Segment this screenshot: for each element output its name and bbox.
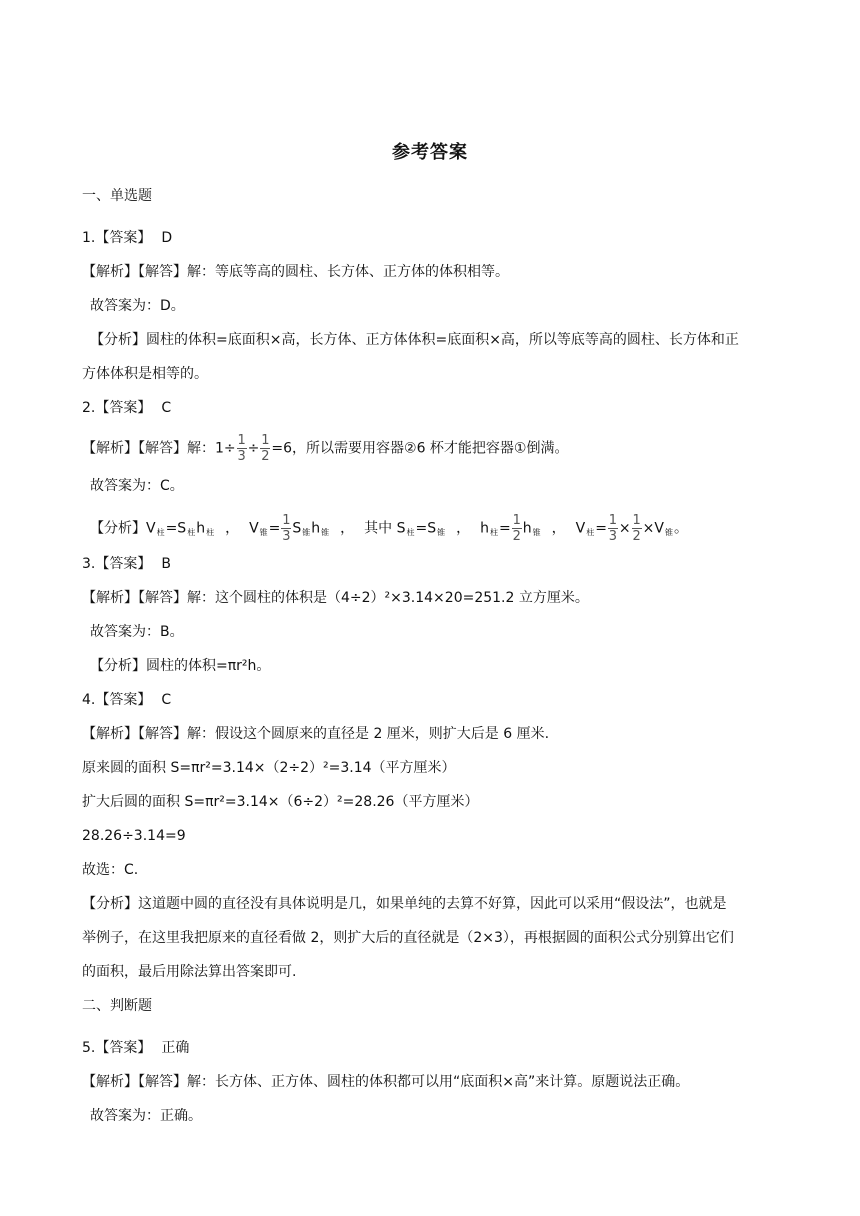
- q3-remark: 【分析】圆柱的体积=πr²h。: [90, 658, 271, 674]
- q2-remark-label: 【分析】V: [90, 520, 156, 537]
- subscript-cylinder: 柱: [490, 527, 498, 537]
- volume-v: V: [249, 520, 259, 537]
- fraction-numerator: 1: [261, 433, 270, 448]
- comma: ，: [340, 520, 355, 537]
- equals-sign: =: [268, 520, 281, 537]
- q2-conclusion: 故答案为：C。: [90, 478, 184, 494]
- q1-answer-line: [82, 228, 172, 248]
- q5-analysis: 【解析】【解答】解：长方体、正方体、圆柱的体积都可以用“底面积×高”来计算。原题说法正确。: [82, 1074, 690, 1090]
- page-title: 参考答案: [392, 142, 468, 163]
- q1-remark-line2: 方体体积是相等的。: [82, 366, 208, 382]
- fraction-one-third: [281, 514, 291, 543]
- subscript-cylinder: 柱: [206, 527, 215, 537]
- fraction-denominator: 2: [512, 529, 521, 544]
- height-h: h: [522, 520, 532, 537]
- subscript-cone: 锥: [532, 527, 541, 537]
- q4-enlarged-area: 扩大后圆的面积 S=πr²=3.14×（6÷2）²=28.26（平方厘米）: [82, 794, 479, 810]
- q2-head: 2.【答案】: [82, 400, 152, 416]
- subscript-cylinder: 柱: [187, 527, 196, 537]
- times-v: ×V: [642, 520, 664, 537]
- fraction-one-half: [512, 514, 522, 543]
- q3-conclusion: 故答案为：B。: [90, 624, 184, 640]
- height-h: h: [480, 520, 489, 537]
- q4-answer: C: [161, 692, 172, 708]
- fraction-denominator: 2: [632, 529, 641, 544]
- q4-head: 4.【答案】: [82, 692, 152, 708]
- subscript-cylinder: 柱: [406, 527, 415, 537]
- period: 。: [673, 520, 688, 537]
- fraction-one-third: [608, 514, 618, 543]
- section-true-false: 二、判断题: [82, 998, 152, 1014]
- q4-remark-line3: 的面积，最后用除法算出答案即可.: [82, 964, 297, 980]
- q4-answer-line: [82, 690, 171, 710]
- q2-remark: [90, 514, 688, 543]
- comma: ，: [551, 520, 566, 537]
- q1-remark-line1: 【分析】圆柱的体积=底面积×高，长方体、正方体体积=底面积×高，所以等底等高的圆柱、长方体和正: [90, 332, 739, 348]
- q4-original-area: 原来圆的面积 S=πr²=3.14×（2÷2）²=3.14（平方厘米）: [82, 760, 456, 776]
- q1-conclusion: 故答案为：D。: [90, 298, 185, 314]
- q3-answer: B: [161, 556, 171, 572]
- q5-answer-line: [82, 1038, 189, 1058]
- comma: ，: [225, 520, 240, 537]
- fraction-numerator: 1: [282, 513, 291, 528]
- fraction-one-half: [632, 514, 642, 543]
- subscript-cylinder: 柱: [586, 527, 595, 537]
- q2-analysis-post: =6，所以需要用容器②6 杯才能把容器①倒满。: [271, 440, 569, 457]
- q5-head: 5.【答案】: [82, 1040, 152, 1056]
- section-single-choice: 一、单选题: [82, 188, 152, 204]
- q1-analysis: 【解析】【解答】解：等底等高的圆柱、长方体、正方体的体积相等。: [82, 264, 509, 280]
- q4-ratio: 28.26÷3.14=9: [82, 828, 186, 844]
- q4-remark-line2: 举例子，在这里我把原来的直径看做 2，则扩大后的直径就是（2×3），再根据圆的面积公式分别算出它们: [82, 930, 734, 946]
- q5-conclusion: 故答案为：正确。: [90, 1108, 202, 1124]
- subscript-cone: 锥: [259, 527, 268, 537]
- fraction-denominator: 2: [261, 449, 270, 464]
- subscript-cylinder: 柱: [156, 527, 165, 537]
- equals-s: =S: [415, 520, 437, 537]
- fraction-numerator: 1: [237, 433, 246, 448]
- q3-head: 3.【答案】: [82, 556, 152, 572]
- fraction-one-half: [260, 434, 270, 463]
- times-sign: ×: [618, 520, 631, 537]
- fraction-numerator: 1: [512, 513, 521, 528]
- q2-analysis: [82, 434, 568, 463]
- subscript-cone: 锥: [321, 527, 330, 537]
- fraction-numerator: 1: [608, 513, 618, 528]
- divide-sign: ÷: [247, 440, 260, 457]
- q4-analysis: 【解析】【解答】解：假设这个圆原来的直径是 2 厘米，则扩大后是 6 厘米.: [82, 726, 550, 742]
- equals-sign: =: [595, 520, 607, 537]
- q1-head: 1.【答案】: [82, 230, 152, 246]
- fraction-denominator: 3: [282, 529, 291, 544]
- area-s: S: [292, 520, 302, 537]
- subscript-cone: 锥: [302, 527, 311, 537]
- subscript-cone: 锥: [664, 527, 673, 537]
- height-h: h: [311, 520, 321, 537]
- equals-s: =S: [165, 520, 187, 537]
- fraction-one-third: [237, 434, 247, 463]
- fraction-denominator: 3: [608, 529, 618, 544]
- q2-answer-line: [82, 398, 171, 418]
- q5-answer: 正确: [161, 1040, 190, 1056]
- where-s: 其中 S: [364, 520, 406, 537]
- fraction-numerator: 1: [632, 513, 641, 528]
- subscript-cone: 锥: [437, 527, 446, 537]
- q4-remark-line1: 【分析】这道题中圆的直径没有具体说明是几，如果单纯的去算不好算，因此可以采用“假设法”，也就是: [82, 896, 727, 912]
- comma: ，: [456, 520, 471, 537]
- volume-v: V: [575, 520, 586, 537]
- fraction-denominator: 3: [237, 449, 246, 464]
- q4-choice: 故选：C.: [82, 862, 139, 878]
- q3-analysis: 【解析】【解答】解：这个圆柱的体积是（4÷2）²×3.14×20=251.2 立方厘米。: [82, 590, 589, 606]
- q2-analysis-pre: 【解析】【解答】解：1÷: [82, 440, 236, 457]
- equals-sign: =: [499, 520, 511, 537]
- height-h: h: [196, 520, 206, 537]
- q2-answer: C: [161, 400, 172, 416]
- q1-answer: D: [161, 230, 173, 246]
- q3-answer-line: [82, 554, 171, 574]
